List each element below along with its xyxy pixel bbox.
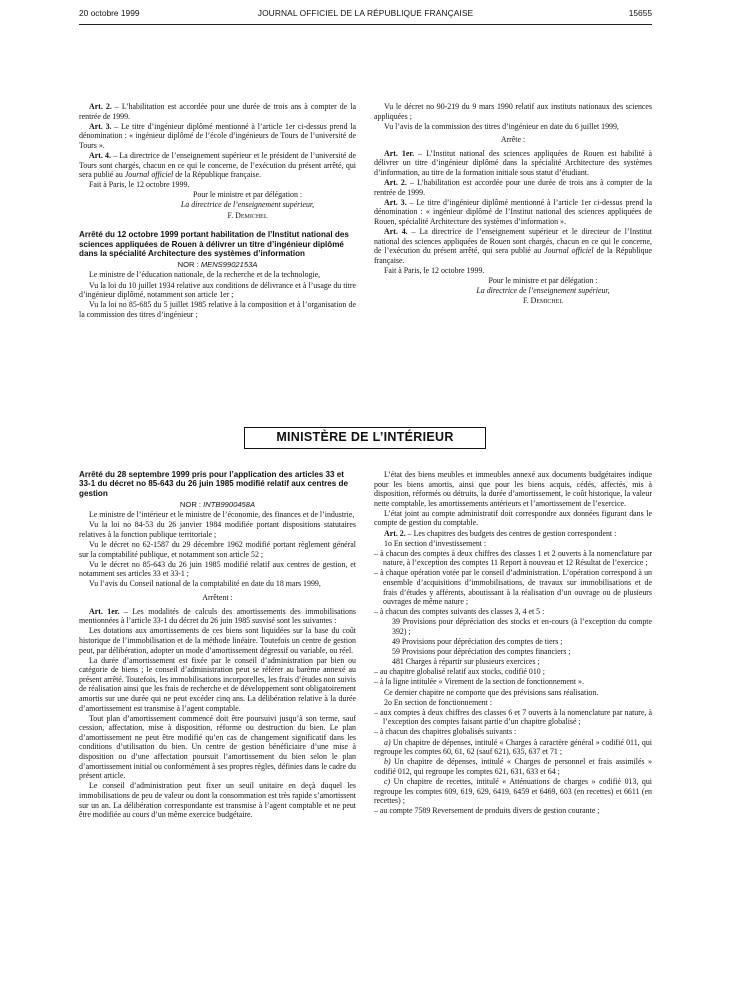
article-number: Art. 2. (89, 102, 112, 111)
col4-article-2 (374, 529, 652, 539)
col1-article-2 (79, 102, 356, 121)
col2-article-2 (374, 178, 652, 197)
col4-item-j1: – aux comptes à deux chiffres des classes 6 et 7 ouverts à la nomenclature par nature, à l’exception des comptes faisant partie d’un chapitre globalisé ; (374, 707, 652, 727)
article-text: – Les modalités de calculs des amortissements des immobilisations mentionnées à l’article 33-1 du décret du 26 juin 1985 susvisé sont les suivantes : (79, 606, 356, 626)
col3-para-4: Vu le décret no 85-643 du 26 juin 1985 modifié relatif aux centres de gestion, et notamment ses articles 33 et 33-1 ; (79, 559, 356, 579)
article-text: – L’Institut national des sciences appliquées de Rouen est habilité à délivrer un titre d’ingénieur diplômé dans la spécialité Architecture des systèmes d’information, au titre de la formation initiale sous statut d’étudiant. (374, 148, 652, 178)
header-journal-title: JOURNAL OFFICIEL DE LA RÉPUBLIQUE FRANÇAISE (257, 8, 474, 18)
ministere-heading-box: MINISTÈRE DE L’INTÉRIEUR (244, 427, 486, 449)
col1-article-3 (79, 122, 356, 151)
nor-label: NOR : (177, 260, 201, 270)
col2-fait: Fait à Paris, le 12 octobre 1999. (384, 266, 485, 275)
col2-pour-ministre: Pour le ministre et par délégation : (488, 276, 598, 286)
col4-section-fonctionnement: 2o En section de fonctionnement : (384, 697, 493, 707)
col1-directrice: La directrice de l’enseignement supérieur, (180, 200, 315, 210)
nor-label: NOR : (179, 500, 204, 510)
article-number: Art. 2. (384, 528, 406, 538)
col4-para-1: L’état des biens meubles et immeubles annexé aux documents budgétaires indique pour les biens amortis, ainsi que pour les biens acquis, cédés, affectés, mis à disposition, réformés ou détruits, la durée d’amortissement, le coût historique, la valeur nette comptable, les amortissements antérieurs et l’amortissement de l’exercice. (374, 470, 652, 508)
article-number: Art. 1er. (384, 148, 415, 158)
article-number: Art. 3. (89, 121, 112, 131)
col2-article-1 (374, 149, 652, 178)
col3-para-3: Vu le décret no 62-1587 du 29 décembre 1962 modifié portant règlement général sur la comptabilité publique, et notamment son article 52 ; (79, 540, 356, 559)
list-letter: c) (384, 776, 391, 786)
col2-directrice: La directrice de l’enseignement supérieur, (476, 286, 610, 296)
article-number: Art. 1er. (89, 606, 120, 616)
col3-para-7: La durée d’amortissement est fixée par le conseil d’administration par bien ou catégorie de biens ; le conseil d’administration peut se référer au barème annexé au présent arrêté. Toutefois, les immobilisations incorporelles, les frais d’études non suivis de réalisation ainsi que les frais de recherche et de développement sont obligatoirement amortis sur une durée qui ne peut excéder cinq ans. La délibération relative à la durée d’amortissement est transmise à l’agent comptable. (79, 655, 356, 713)
col4-item-5: – à la ligne intitulée « Virement de la section de fonctionnement ». (374, 677, 584, 687)
col1-signataire: F. Demichel (227, 210, 268, 220)
col3-para-9: Le conseil d’administration peut fixer un seuil unitaire en deçà duquel les immobilisations de peu de valeur ou dont la consommation est très rapide s’amortissent sur un an. La délibération correspondante est transmise à l’agent comptable et ne peut être modifiée au cours d’un même exercice budgétaire. (79, 781, 356, 820)
article-text: – L’habilitation est accordée pour une durée de trois ans à compter de la rentrée de 1999. (374, 178, 652, 197)
col2-arrete: Arrête : (500, 135, 526, 145)
col4-item-j2: – à chacun des chapitres globalisés suivants : (374, 727, 517, 737)
col1-article-4 (79, 151, 356, 180)
article-text: – La directrice de l’enseignement supérieur et le président de l’université de Tours sont chargés, chacun en ce qui le concerne, de l’exécution du présent arrêté, qui sera publié au (79, 150, 356, 180)
col1-para-2: Vu la loi du 10 juillet 1934 relative aux conditions de délivrance et à l’usage du titre d’ingénieur diplômé, notamment son article 1er ; (79, 280, 356, 300)
article-text: – Le titre d’ingénieur diplômé mentionné à l’article 1er ci-dessus prend la dénomination : « ingénieur diplômé de l’Institut national des sciences appliquées de Rouen, spécialité Architecture des systèmes d’information ». (374, 197, 652, 227)
col3-para-8: Tout plan d’amortissement commencé doit être poursuivi jusqu’à son terme, sauf cession, affectation, mise à disposition, réforme ou destruction du bien. Le plan d’amortissement ne peut être modifié qu’en cas de changement significatif dans les conditions d’utilisation du bien. Un centre de gestion bénéficiaire d’une mise à disposition ou d’une affectation poursuit l’amortissement du bien selon le plan d’amortissement initial ou conformément à ses propres règles, définies dans le cadre du présent article. (79, 713, 356, 781)
header-page-number: 15655 (628, 8, 652, 18)
col4-item-2: – à chaque opération votée par le conseil d’administration. L’opération correspond à un ensemble d’acquisitions d’immobilisations, de travaux sur immobilisations et de frais d’études y afférents, aboutissant à la réalisation d’un ouvrage ou de plusieurs ouvrages de même nature ; (374, 568, 652, 607)
col1-fait: Fait à Paris, le 12 octobre 1999. (89, 180, 190, 190)
col4-compte-39: 39 Provisions pour dépréciation des stocks et en-cours (à l’exception du compte 392) ; (392, 617, 652, 636)
col4-compte-481: 481 Charges à répartir sur plusieurs exercices ; (392, 657, 540, 667)
col4-item-4: – au chapitre globalisé relatif aux stocks, codifié 010 ; (374, 667, 545, 677)
nor-code: MENS9902153A (200, 260, 258, 270)
col3-para-2: Vu la loi no 84-53 du 26 janvier 1984 modifiée portant dispositions statutaires relatives à la fonction publique territoriale ; (79, 520, 356, 539)
col4-para-2: L’état joint au compte administratif doit correspondre aux données figurant dans le compte de gestion du comptable. (374, 508, 652, 528)
article-number: Art. 3. (384, 197, 407, 207)
article-number: Art. 4. (384, 227, 408, 237)
article-number: Art. 4. (89, 150, 111, 160)
col4-item-j3: – au compte 7589 Reversement de produits divers de gestion courante ; (374, 806, 600, 816)
col4-para-3: Ce dernier chapitre ne comporte que des prévisions sans réalisation. (384, 687, 599, 697)
col3-article-1 (79, 607, 356, 626)
list-text: Un chapitre de dépenses, intitulé « Charges de personnel et frais assimilés » codifié 012, qui regroupe les comptes 621, 631, 633 et 64 ; (374, 757, 652, 776)
list-letter: b) (384, 757, 391, 767)
article-number: Art. 2. (384, 178, 407, 188)
arrete-rouen-title: Arrêté du 12 octobre 1999 portant habilitation de l’Institut national des sciences appliquées de Rouen à délivrer un titre d’ingénieur diplômé dans la spécialité Architecture des systèmes d’information (79, 230, 349, 258)
nor-code: INTB9900458A (203, 500, 256, 510)
col4-item-3: – à chacun des comptes suivants des classes 3, 4 et 5 : (374, 607, 545, 617)
list-text: Un chapitre de recettes, intitulé « Atténuations de charges » codifié 013, qui regroupe les comptes 609, 619, 629, 6419, 6459 et 6469, 603 (en recettes) et 6611 (en recettes) ; (374, 776, 652, 806)
article-text: de la République française. (173, 170, 262, 180)
col3-para-6: Les dotations aux amortissements de ces biens sont liquidées sur la base du coût historique de l’immobilisation et de la méthode linéaire. Toutefois un centre de gestion peut, par délibération, adopter un mode d’amortissement dégressif ou variable, ou réel. (79, 626, 356, 655)
col3-para-5: Vu l’avis du Conseil national de la comptabilité en date du 18 mars 1999, (89, 579, 321, 589)
column-bottom-right (374, 470, 652, 816)
col2-signataire: F. Demichel (522, 296, 564, 306)
journal-officiel-ref: Journal officiel (124, 170, 174, 180)
col1-para-1: Le ministre de l’éducation nationale, de la recherche et de la technologie, (89, 270, 321, 280)
column-top-right (374, 102, 652, 306)
list-letter: a) (384, 737, 391, 747)
nor-line (79, 260, 356, 270)
col4-compte-49: 49 Provisions pour dépréciation des comptes de tiers ; (392, 637, 563, 647)
article-text: – Les chapitres des budgets des centres de gestion correspondent : (405, 528, 617, 538)
col4-section-investissement: 1o En section d’investissement : (384, 538, 487, 548)
article-text: – Le titre d’ingénieur diplômé mentionné à l’article 1er ci-dessus prend la dénomination : « ingénieur diplômé de l’école d’ingénieurs de Tours de l’université de Tours ». (79, 121, 356, 150)
nor-line (79, 500, 356, 510)
col2-para-1: Vu le décret no 90-219 du 9 mars 1990 relatif aux instituts nationaux des sciences appliquées ; (374, 102, 652, 121)
list-text: Un chapitre de dépenses, intitulé « Charges à caractère général » codifié 011, qui regroupe les comptes 60, 61, 62 (sauf 621), 635, 637 et 71 ; (374, 737, 652, 757)
journal-officiel-ref: Journal officiel (544, 246, 594, 256)
col3-arretent: Arrêtent : (202, 593, 233, 603)
column-top-left (79, 102, 356, 320)
article-text: – La directrice de l’enseignement supérieur et le directeur de l’Institut national des sciences appliquées de Rouen sont chargés, chacun en ce qui le concerne, de l’exécution du présent arrêté, qui sera publié au (374, 227, 652, 256)
article-text: de la République française. (374, 246, 652, 265)
column-bottom-left (79, 470, 356, 820)
article-text: – L’habilitation est accordée pour une durée de trois ans à compter de la rentrée de 1999. (79, 102, 356, 121)
arrete-interieur-title: Arrêté du 28 septembre 1999 pris pour l’application des articles 33 et 33-1 du décret no 85-643 du 26 juin 1985 modifié relatif aux centres de gestion (79, 470, 348, 498)
col4-item-1: – à chacun des comptes à deux chiffres des classes 1 et 2 ouverts à la nomenclature par nature, à l’exception des comptes 11 Report à nouveau et 12 Résultat de l’exercice ; (374, 548, 652, 568)
col2-article-4 (374, 227, 652, 265)
col3-para-1: Le ministre de l’intérieur et le ministre de l’économie, des finances et de l’industrie, (89, 510, 355, 520)
col2-article-3 (374, 198, 652, 227)
header-rule (79, 24, 652, 25)
header-date: 20 octobre 1999 (79, 8, 140, 18)
col1-pour-ministre: Pour le ministre et par délégation : (192, 190, 303, 200)
col2-para-2: Vu l’avis de la commission des titres d’ingénieur en date du 6 juillet 1999, (384, 121, 619, 131)
col4-chapitre-b (374, 757, 652, 776)
col4-chapitre-a (374, 738, 652, 757)
col4-compte-59: 59 Provisions pour dépréciation des comptes financiers ; (392, 647, 571, 657)
col1-para-3: Vu la loi no 85-685 du 5 juillet 1985 relative à la composition et à l’organisation de la commission des titres d’ingénieur ; (79, 300, 356, 319)
page-header (79, 8, 652, 22)
col4-chapitre-c (374, 777, 652, 806)
